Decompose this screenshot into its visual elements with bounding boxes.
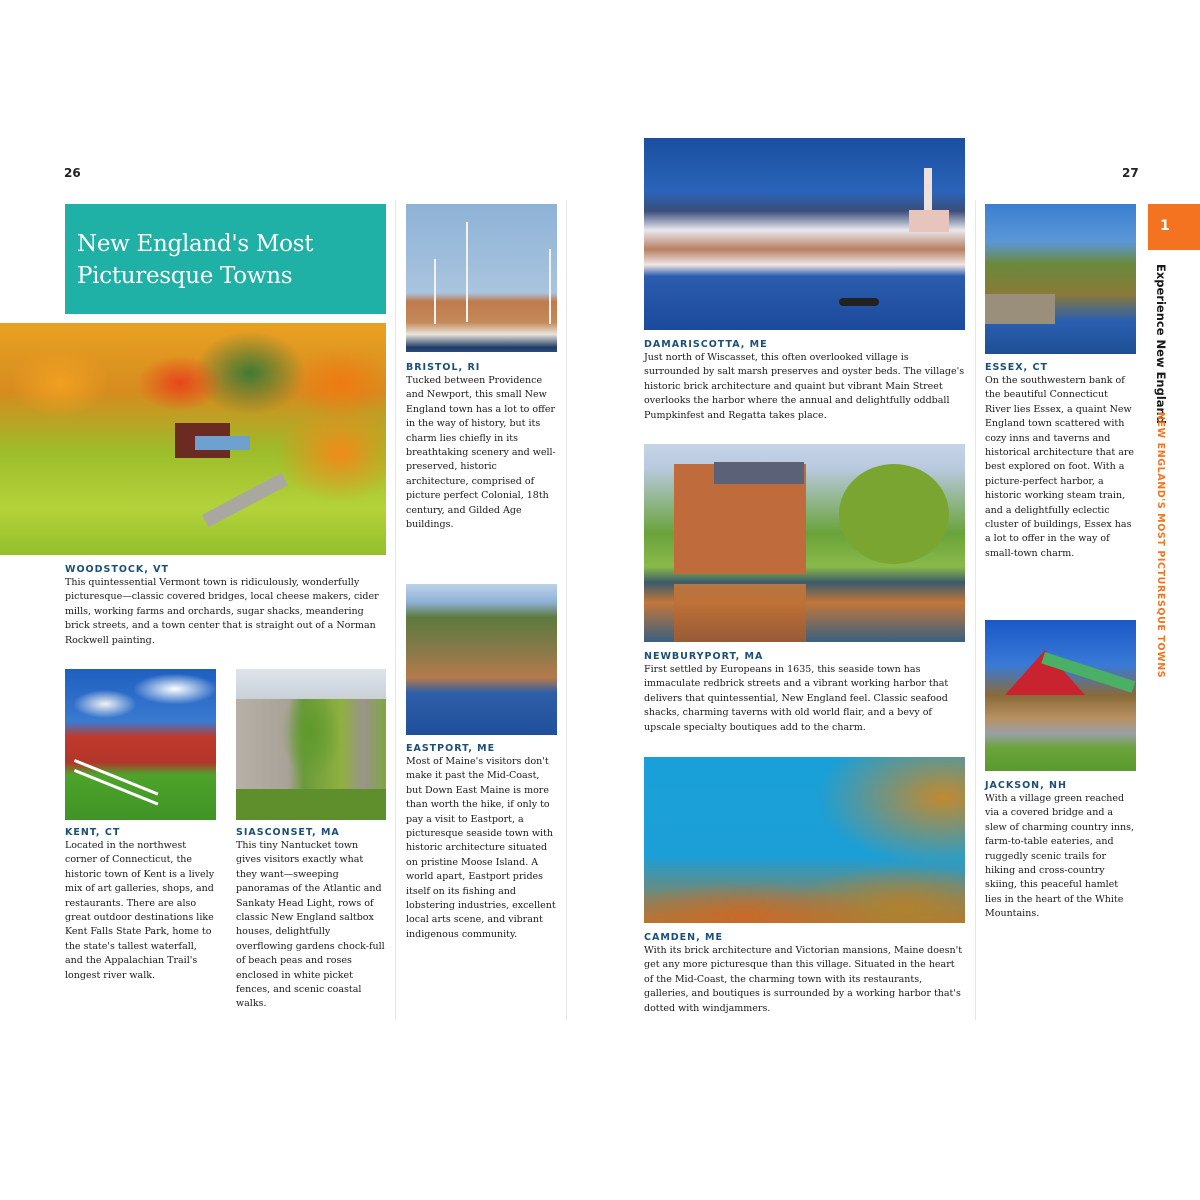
stone-wall-shape bbox=[985, 294, 1055, 324]
running-head: Experience New England bbox=[1154, 264, 1168, 424]
entry-heading: DAMARISCOTTA, ME bbox=[644, 339, 768, 350]
roof-shape bbox=[714, 462, 804, 484]
road-shape bbox=[202, 473, 288, 528]
newburyport-entry bbox=[644, 650, 966, 735]
entry-text: First settled by Europeans in 1635, this seaside town has immaculate redbrick streets and a vibrant working harbor that delivers that quintessential, New England feel. Classic seafood shacks, charming taverns with old world flair, and a bevy of upscale specialty boutiques add to the charm. bbox=[644, 664, 949, 733]
column-rule bbox=[566, 200, 567, 1020]
sailboat-harbor-photo bbox=[406, 204, 557, 352]
entry-text: With a village green reached via a covered bridge and a slew of charming country inns, farm-to-table eateries, and ruggedly scenic trails for hiking and cross-country skiing, this peaceful hamlet lies in the heart of the White Mountains. bbox=[985, 793, 1135, 920]
entry-heading: WOODSTOCK, VT bbox=[65, 564, 169, 575]
bristol-entry bbox=[406, 361, 556, 532]
page-title: New England's Most Picturesque Towns bbox=[65, 204, 386, 314]
autumn-farm-valley-photo bbox=[0, 323, 386, 555]
woodstock-entry bbox=[65, 563, 385, 648]
entry-text: Tucked between Providence and Newport, this small New England town has a lot to offer in the way of history, but its charm lies chiefly in its breathtaking scenery and well-preserved, historic architecture, comprised of picture perfect Colonial, 18th century, and Gilded Age buildings. bbox=[406, 375, 556, 531]
mast-shape bbox=[434, 259, 436, 324]
column-rule bbox=[395, 200, 396, 1020]
entry-heading: SIASCONSET, MA bbox=[236, 827, 340, 838]
entry-heading: JACKSON, NH bbox=[985, 780, 1067, 791]
entry-heading: CAMDEN, ME bbox=[644, 932, 723, 943]
eastport-entry bbox=[406, 742, 556, 942]
column-rule bbox=[975, 200, 976, 1020]
entry-heading: NEWBURYPORT, MA bbox=[644, 651, 764, 662]
entry-heading: KENT, CT bbox=[65, 827, 121, 838]
entry-heading: ESSEX, CT bbox=[985, 362, 1048, 373]
barn-roof-shape bbox=[195, 436, 250, 450]
aerial-coastal-town-photo bbox=[406, 584, 557, 735]
entry-text: With its brick architecture and Victorian mansions, Maine doesn't get any more picturesque than this village. Situated in the heart of the Mid-Coast, the charming town with its restaurants, galleries, and boutiques is surrounded by a working harbor that's dotted with windjammers. bbox=[644, 945, 963, 1014]
siasconset-entry bbox=[236, 826, 386, 1012]
reflection-shape bbox=[674, 584, 806, 642]
chapter-tab: 1 bbox=[1148, 204, 1200, 250]
tree-shape bbox=[839, 464, 949, 564]
kent-entry bbox=[65, 826, 217, 983]
jackson-entry bbox=[985, 779, 1135, 922]
aerial-harbor-sailboats-photo bbox=[644, 757, 965, 923]
damariscotta-entry bbox=[644, 338, 966, 423]
winter-harbor-dusk-photo bbox=[644, 138, 965, 330]
brick-mill-reflection-photo bbox=[644, 444, 965, 642]
essex-entry bbox=[985, 361, 1135, 561]
red-barn-white-fence-photo bbox=[65, 669, 216, 820]
right-page-number: 27 bbox=[1122, 166, 1139, 180]
left-page-number: 26 bbox=[64, 166, 81, 180]
entry-heading: EASTPORT, ME bbox=[406, 743, 496, 754]
lawn-shape bbox=[236, 789, 386, 820]
red-covered-bridge-photo bbox=[985, 620, 1136, 771]
entry-text: Located in the northwest corner of Connecticut, the historic town of Kent is a lively mix of art galleries, shops, and restaurants. There are also great outdoor destinations like Kent Falls State Park, home to the state's tallest waterfall, and the Appalachian Trail's longest river walk. bbox=[65, 840, 215, 981]
boat-shape bbox=[839, 298, 879, 306]
entry-text: This tiny Nantucket town gives visitors exactly what they want—sweeping panoramas of the Atlantic and Sankaty Head Light, rows of classic New England saltbox houses, delightfully overflowing gardens chock-full of beach peas and roses enclosed in white picket fences, and scenic coastal walks. bbox=[236, 840, 385, 1010]
running-subhead: NEW ENGLAND'S MOST PICTURESQUE TOWNS bbox=[1155, 412, 1166, 679]
mast-shape bbox=[549, 249, 551, 324]
entry-text: Just north of Wiscasset, this often overlooked village is surrounded by salt marsh preserves and oyster beds. The village's historic brick architecture and quaint but vibrant Main Street overlooks the harbor where the annual and delightfully oddball Pumpkinfest and Regatta takes place. bbox=[644, 352, 965, 421]
riverside-autumn-photo bbox=[985, 204, 1136, 354]
entry-text: This quintessential Vermont town is ridiculously, wonderfully picturesque—classic covered bridges, local cheese makers, cider mills, working farms and orchards, sugar shacks, meandering brick streets, and a town center that is straight out of a Norman Rockwell painting. bbox=[65, 577, 379, 646]
sky-shape bbox=[236, 669, 386, 699]
mast-shape bbox=[466, 222, 468, 322]
entry-heading: BRISTOL, RI bbox=[406, 362, 481, 373]
church-shape bbox=[909, 210, 949, 232]
ivy-covered-cottage-photo bbox=[236, 669, 386, 820]
entry-text: Most of Maine's visitors don't make it past the Mid-Coast, but Down East Maine is more than worth the hike, if only to pay a visit to Eastport, a picturesque seaside town with historic architecture situated on pristine Moose Island. A world apart, Eastport prides itself on its fishing and lobstering industries, excellent local arts scene, and vibrant indigenous community. bbox=[406, 756, 556, 940]
camden-entry bbox=[644, 931, 966, 1016]
entry-text: On the southwestern bank of the beautiful Connecticut River lies Essex, a quaint New England town scattered with cozy inns and taverns and historical architecture that are best explored on foot. With a picture-perfect harbor, a historic working steam train, and a delightfully eclectic cluster of buildings, Essex has a lot to offer in the way of small-town charm. bbox=[985, 375, 1135, 559]
